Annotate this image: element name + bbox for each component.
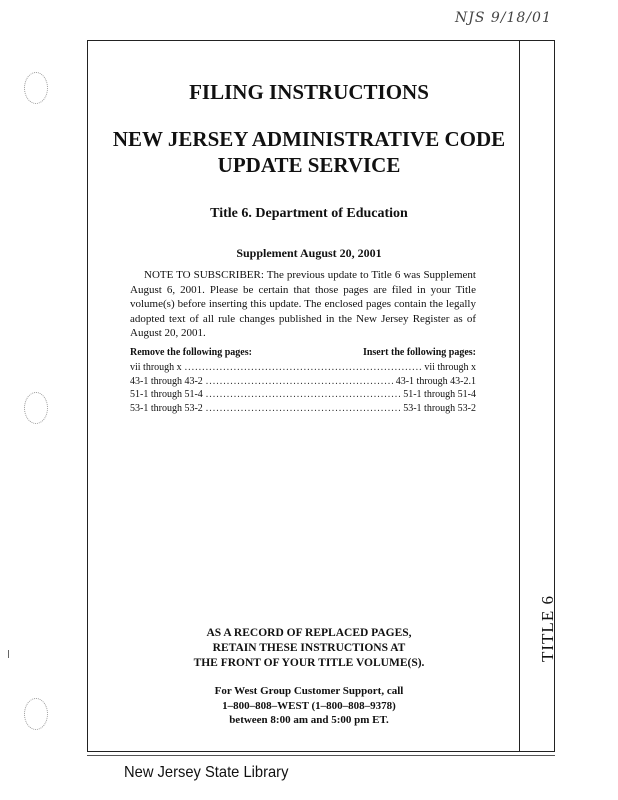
- table-row: [130, 361, 476, 375]
- library-stamp: New Jersey State Library: [124, 764, 289, 781]
- service-heading: [60, 126, 558, 178]
- remove-range: 53-1 through 53-2: [130, 402, 203, 414]
- supplement-date: Supplement August 20, 2001: [236, 246, 382, 260]
- remove-pages-header: Remove the following pages:: [130, 347, 252, 358]
- support-line-1: For West Group Customer Support, call: [214, 685, 404, 697]
- punch-hole-middle: [24, 392, 48, 424]
- insert-range: 53-1 through 53-2: [403, 402, 476, 414]
- leader-dots: [206, 375, 393, 389]
- table-row: [130, 375, 476, 389]
- retain-instructions: [60, 626, 558, 671]
- remove-range: 51-1 through 51-4: [130, 389, 203, 400]
- margin-mark: [8, 650, 9, 658]
- table-row: [130, 388, 476, 402]
- page-frame-underline: [87, 755, 555, 756]
- service-heading-line-2: UPDATE SERVICE: [217, 153, 401, 177]
- handwritten-date-note: NJS 9/18/01: [455, 10, 552, 26]
- support-hours: between 8:00 am and 5:00 pm ET.: [229, 714, 389, 726]
- title-tab-label: TITLE 6: [538, 595, 557, 662]
- table-row: [130, 402, 476, 416]
- leader-dots: [185, 361, 422, 375]
- insert-pages-header: Insert the following pages:: [362, 347, 476, 358]
- insert-range: vii through x: [424, 362, 476, 373]
- remove-range: 43-1 through 43-2: [130, 375, 203, 387]
- customer-support-info: [60, 684, 558, 728]
- leader-dots: [206, 402, 400, 416]
- pages-table-header: [130, 346, 476, 359]
- retain-line-3: THE FRONT OF YOUR TITLE VOLUME(S).: [193, 657, 425, 669]
- support-phone: 1–800–808–WEST (1–800–808–9378): [222, 699, 396, 712]
- leader-dots: [206, 388, 400, 402]
- retain-line-2: RETAIN THESE INSTRUCTIONS AT: [212, 642, 406, 654]
- insert-range: 51-1 through 51-4: [403, 389, 476, 400]
- punch-hole-bottom: [24, 698, 48, 730]
- subscriber-note: NOTE TO SUBSCRIBER: The previous update to Title 6 was Supplement August 6, 2001. Please be certain that those pages are filed in your Title volume(s) before inserting this update. The enclosed pages contain the legally adopted text of all rule changes published in the New Jersey Register as of August 20, 2001.: [130, 269, 476, 339]
- remove-range: vii through x: [130, 362, 182, 373]
- department-heading: Title 6. Department of Education: [210, 206, 408, 221]
- insert-range: 43-1 through 43-2.1: [395, 375, 476, 387]
- retain-line-1: AS A RECORD OF REPLACED PAGES,: [206, 627, 412, 639]
- pages-table: [130, 346, 476, 415]
- page-title: FILING INSTRUCTIONS: [189, 80, 429, 104]
- service-heading-line-1: NEW JERSEY ADMINISTRATIVE CODE: [112, 127, 506, 151]
